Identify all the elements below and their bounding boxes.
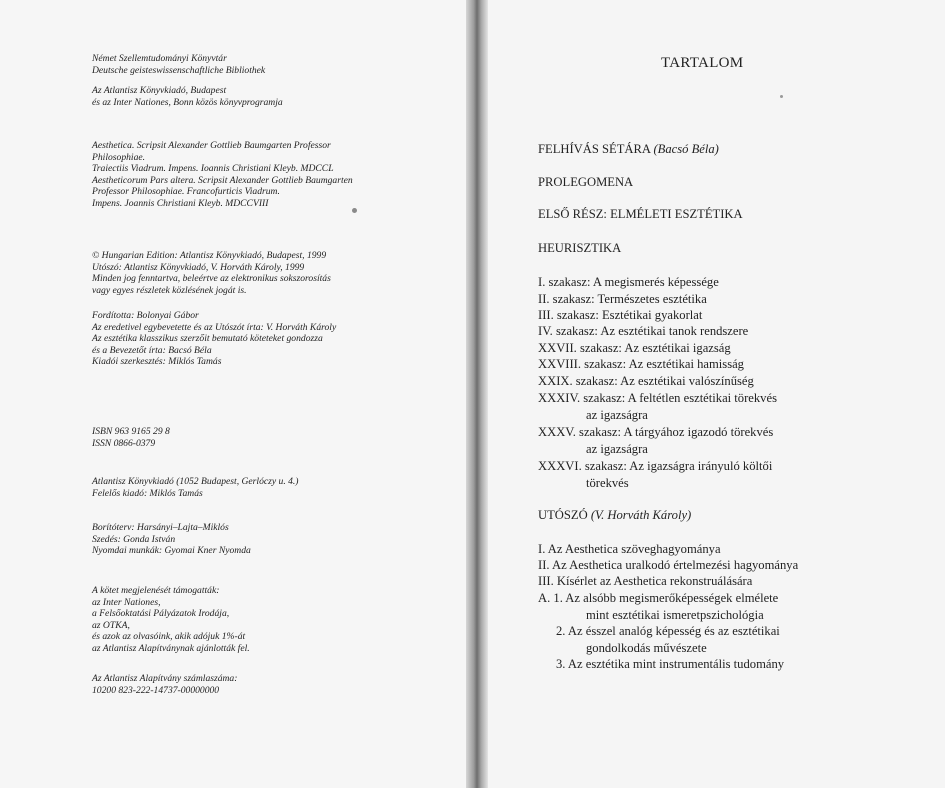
toc-title: TARTALOM <box>661 55 744 71</box>
toc-entry-author: (V. Horváth Károly) <box>590 508 692 522</box>
imprint-line: Fordította: Bolonyai Gábor <box>92 310 199 321</box>
imprint-line: vagy egyes részletek közlésének jogát is. <box>92 284 247 296</box>
toc-entry-author: (Bacsó Béla) <box>653 142 719 156</box>
imprint-paragraph <box>92 673 422 696</box>
toc-entry-text: XXXIV. szakasz: A feltétlen esztétikai törekvés <box>538 391 777 405</box>
imprint-line: az OTKA, <box>92 619 130 631</box>
imprint-line: © Hungarian Edition: Atlantisz Könyvkiadó, Budapest, 1999 <box>92 250 327 261</box>
toc-entry-text: II. Az Aesthetica uralkodó értelmezési hagyománya <box>538 558 799 572</box>
toc-entry-title <box>538 424 773 441</box>
toc-entry-title <box>538 458 772 475</box>
toc-entry-title <box>538 573 752 590</box>
imprint-line: és a Bevezetőt írta: Bacsó Béla <box>92 344 212 356</box>
imprint-line: Traiectiis Viadrum. Impens. Ioannis Christiani Kleyb. MDCCL <box>92 163 334 174</box>
imprint-line: 10200 823-222-14737-00000000 <box>92 684 220 696</box>
toc-entry-title <box>538 206 743 223</box>
toc-entry-text: UTÓSZÓ <box>538 508 588 522</box>
toc-entry-text: I. Az Aesthetica szöveghagyománya <box>538 542 721 556</box>
imprint-paragraph <box>92 310 422 368</box>
imprint-paragraph <box>92 522 422 557</box>
toc-entry-text: XXVIII. szakasz: Az esztétikai hamisság <box>538 357 744 371</box>
ink-dot <box>780 95 783 98</box>
imprint-line: Professor Philosophiae. Francofurticis Viadrum. <box>92 186 280 197</box>
toc-entry-title <box>538 373 754 390</box>
toc-entry-text: XXVII. szakasz: Az esztétikai igazság <box>538 341 731 355</box>
imprint-paragraph <box>92 53 422 76</box>
toc-entry-text: III. szakasz: Esztétikai gyakorlat <box>538 308 703 322</box>
imprint-line: Az Atlantisz Könyvkiadó, Budapest <box>92 85 227 96</box>
imprint-line: ISSN 0866-0379 <box>92 437 156 449</box>
imprint-line: Impens. Joannis Christiani Kleyb. MDCCVIII <box>92 197 269 209</box>
imprint-paragraph <box>92 476 422 499</box>
toc-entry-continuation: törekvés <box>586 476 629 490</box>
imprint-line: Aesthetica. Scripsit Alexander Gottlieb Baumgarten Professor <box>92 140 331 151</box>
toc-entry-title <box>538 323 748 340</box>
imprint-line: Philosophiae. <box>92 151 146 163</box>
imprint-paragraph <box>92 85 422 108</box>
toc-entry-continuation: gondolkodás művészete <box>586 641 707 655</box>
toc-entry-text: ELSŐ RÉSZ: ELMÉLETI ESZTÉTIKA <box>538 207 743 221</box>
toc-entry-text: XXXV. szakasz: A tárgyához igazodó törekvés <box>538 425 774 439</box>
toc-entry-title <box>538 174 633 191</box>
left-page <box>0 0 472 788</box>
imprint-line: Az eredetivel egybevetette és az Utószót írta: V. Horváth Károly <box>92 321 337 333</box>
toc-entry-title <box>538 390 777 407</box>
imprint-line: A kötet megjelenését támogatták: <box>92 585 220 596</box>
imprint-line: és azok az olvasóink, akik adójuk 1%-át <box>92 631 246 642</box>
imprint-line: ISBN 963 9165 29 8 <box>92 426 170 437</box>
toc-entry-title <box>538 340 731 357</box>
book-gutter <box>466 0 488 788</box>
imprint-line: Az Atlantisz Alapítvány számlaszáma: <box>92 673 238 684</box>
imprint-paragraph <box>92 250 422 296</box>
toc-entry-text: 2. Az ésszel analóg képesség és az esztétikai <box>556 624 780 638</box>
imprint-line: Deutsche geisteswissenschaftliche Bibliothek <box>92 64 266 76</box>
imprint-line: és az Inter Nationes, Bonn közös könyvprogramja <box>92 96 283 108</box>
imprint-line: Kiadói szerkesztés: Miklós Tamás <box>92 356 222 367</box>
toc-entry-title <box>556 623 780 640</box>
toc-entry-text: A. 1. Az alsóbb megismerőképességek elmélete <box>538 591 779 605</box>
toc-entry-title <box>538 590 778 607</box>
imprint-line: Aestheticorum Pars altera. Scripsit Alexander Gottlieb Baumgarten <box>92 174 353 186</box>
toc-entry-text: 3. Az esztétika mint instrumentális tudomány <box>556 657 785 671</box>
toc-entry-title <box>538 541 721 558</box>
toc-entry-text: PROLEGOMENA <box>538 175 634 189</box>
toc-entry-text: HEURISZTIKA <box>538 241 622 255</box>
imprint-paragraph <box>92 426 422 449</box>
imprint-paragraph <box>92 140 422 209</box>
toc-entry-text: I. szakasz: A megismerés képessége <box>538 275 719 289</box>
toc-entry-continuation: mint esztétikai ismeretpszichológia <box>586 608 764 622</box>
toc-entry-title <box>538 291 707 308</box>
toc-entry-title <box>538 141 719 158</box>
imprint-line: Atlantisz Könyvkiadó (1052 Budapest, Gerlóczy u. 4.) <box>92 476 299 487</box>
toc-entry-text: XXIX. szakasz: Az esztétikai valószínűség <box>538 374 754 388</box>
toc-entry-title <box>538 307 702 324</box>
ink-speck <box>352 208 357 213</box>
toc-entry-text: II. szakasz: Természetes esztétika <box>538 292 707 306</box>
toc-entry-text: IV. szakasz: Az esztétikai tanok rendszere <box>538 324 749 338</box>
imprint-line: az Inter Nationes, <box>92 596 161 608</box>
imprint-line: Borítóterv: Harsányi–Lajta–Miklós <box>92 522 229 533</box>
imprint-line: Az esztétika klasszikus szerzőit bemutató köteteket gondozza <box>92 333 323 344</box>
toc-entry-title <box>538 240 621 257</box>
imprint-line: Szedés: Gonda István <box>92 533 176 545</box>
imprint-line: Minden jog fenntartva, beleértve az elektronikus sokszorosítás <box>92 273 331 284</box>
imprint-line: a Felsőoktatási Pályázatok Irodája, <box>92 608 230 619</box>
toc-entry-title <box>538 557 798 574</box>
toc-entry-text: XXXVI. szakasz: Az igazságra irányuló költői <box>538 459 773 473</box>
imprint-line: Felelős kiadó: Miklós Tamás <box>92 487 203 499</box>
imprint-line: Utószó: Atlantisz Könyvkiadó, V. Horváth Károly, 1999 <box>92 261 305 273</box>
imprint-line: Német Szellemtudományi Könyvtár <box>92 53 227 64</box>
toc-entry-text: III. Kísérlet az Aesthetica rekonstruálására <box>538 574 753 588</box>
imprint-line: Nyomdai munkák: Gyomai Kner Nyomda <box>92 545 251 556</box>
toc-entry-continuation: az igazságra <box>586 408 648 422</box>
toc-entry-title <box>538 356 744 373</box>
toc-entry-title <box>556 656 784 673</box>
toc-entry-continuation: az igazságra <box>586 442 648 456</box>
toc-entry-title <box>538 507 691 524</box>
toc-entry-text: FELHÍVÁS SÉTÁRA <box>538 142 651 156</box>
toc-entry-title <box>538 274 719 291</box>
imprint-paragraph <box>92 585 422 654</box>
imprint-line: az Atlantisz Alapítványnak ajánlották fel. <box>92 642 250 654</box>
